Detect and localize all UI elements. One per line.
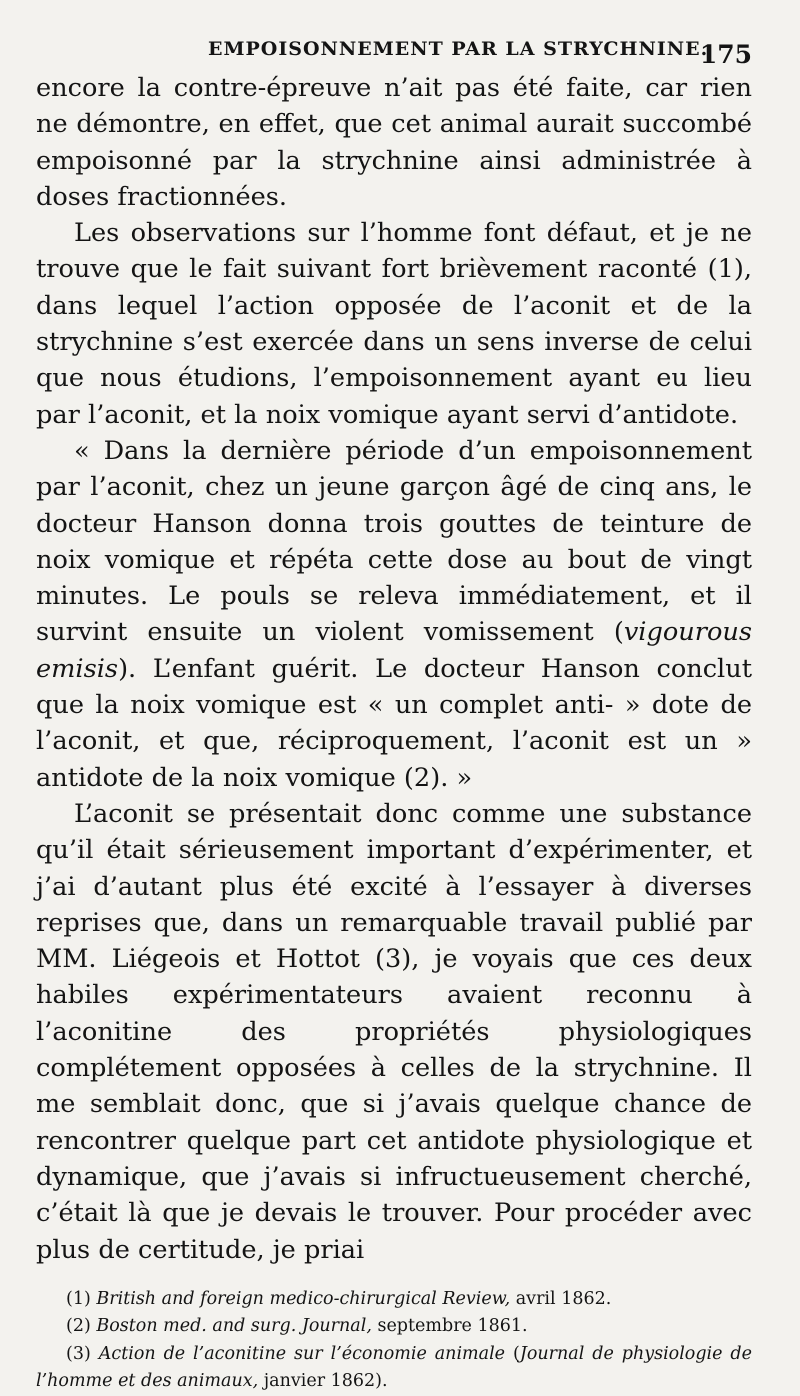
- page-header: [36, 0, 752, 70]
- footnote-1: [36, 1286, 752, 1314]
- footnote-1-date: avril 1862.: [510, 1288, 612, 1309]
- footnote-2-date: septembre 1861.: [371, 1316, 528, 1337]
- footnote-3-journal: Journal de physiologie de l’homme et des animaux,: [36, 1343, 752, 1392]
- paragraph-1: encore la contre-épreuve n’ait pas été faite, car rien ne démontre, en effet, que cet animal aurait succombé empoisonné par la strychnine ainsi administrée à doses fractionnées.: [36, 73, 752, 212]
- paragraph-3-part-b: ). L’enfant guérit. Le docteur Hanson conclut que la noix vomique est « un complet anti- » dote de l’aconit, et que, réciproquement, l’aconit est un » antidote de la noix vomique (2). »: [36, 653, 752, 793]
- paragraph-4: L’aconit se présentait donc comme une substance qu’il était sérieusement important d’expérimenter, et j’ai d’autant plus été excité à l’essayer à diverses reprises que, dans un remarquable travail publié par MM. Liégeois et Hottot (3), je voyais que ces deux habiles expérimentateurs avaient reconnu à l’aconitine des propriétés physiologiques complétement opposées à celles de la strychnine. Il me semblait donc, que si j’avais quelque chance de rencontrer quelque part cet antidote physiologique et dynamique, que j’avais si infructueusement cherché, c’était là que je devais le trouver. Pour procéder avec plus de certitude, je priai: [36, 798, 752, 1265]
- footnote-2-title: Boston med. and surg. Journal,: [96, 1316, 372, 1337]
- running-title: EMPOISONNEMENT PAR LA STRYCHNINE.: [208, 38, 709, 60]
- footnote-2-number: (2): [66, 1316, 91, 1337]
- footnote-3-title: Action de l’aconitine sur l’économie animale: [98, 1343, 506, 1364]
- footnote-3-number: (3): [66, 1343, 91, 1364]
- footnotes: [36, 1286, 752, 1396]
- body-text: [36, 70, 752, 1268]
- page-number: 175: [699, 40, 752, 69]
- footnote-1-number: (1): [66, 1288, 91, 1309]
- paragraph-3: [36, 433, 752, 796]
- paragraph-3-italic: vigourous emisis: [36, 617, 752, 684]
- paragraph-2: Les observations sur l’homme font défaut, et je ne trouve que le fait suivant fort brièvement raconté (1), dans lequel l’action opposée de l’aconit et de la strychnine s’est exercée dans un sens inverse de celui que nous étudions, l’empoisonnement ayant eu lieu par l’aconit, et la noix vomique ayant servi d’antidote.: [36, 218, 752, 430]
- footnote-3-date: janvier 1862).: [258, 1371, 388, 1392]
- paragraph-3-part-a: « Dans la dernière période d’un empoisonnement par l’aconit, chez un jeune garçon âgé de cinq ans, le docteur Hanson donna trois gouttes de teinture de noix vomique et répéta cette dose au bout de vingt minutes. Le pouls se releva immédiatement, et il survint ensuite un violent vomissement (: [36, 435, 752, 648]
- footnote-1-title: British and foreign medico-chirurgical Review,: [96, 1288, 511, 1309]
- footnote-3: [36, 1341, 752, 1396]
- footnote-2: [36, 1313, 752, 1341]
- footnote-3-paren: (: [505, 1343, 520, 1364]
